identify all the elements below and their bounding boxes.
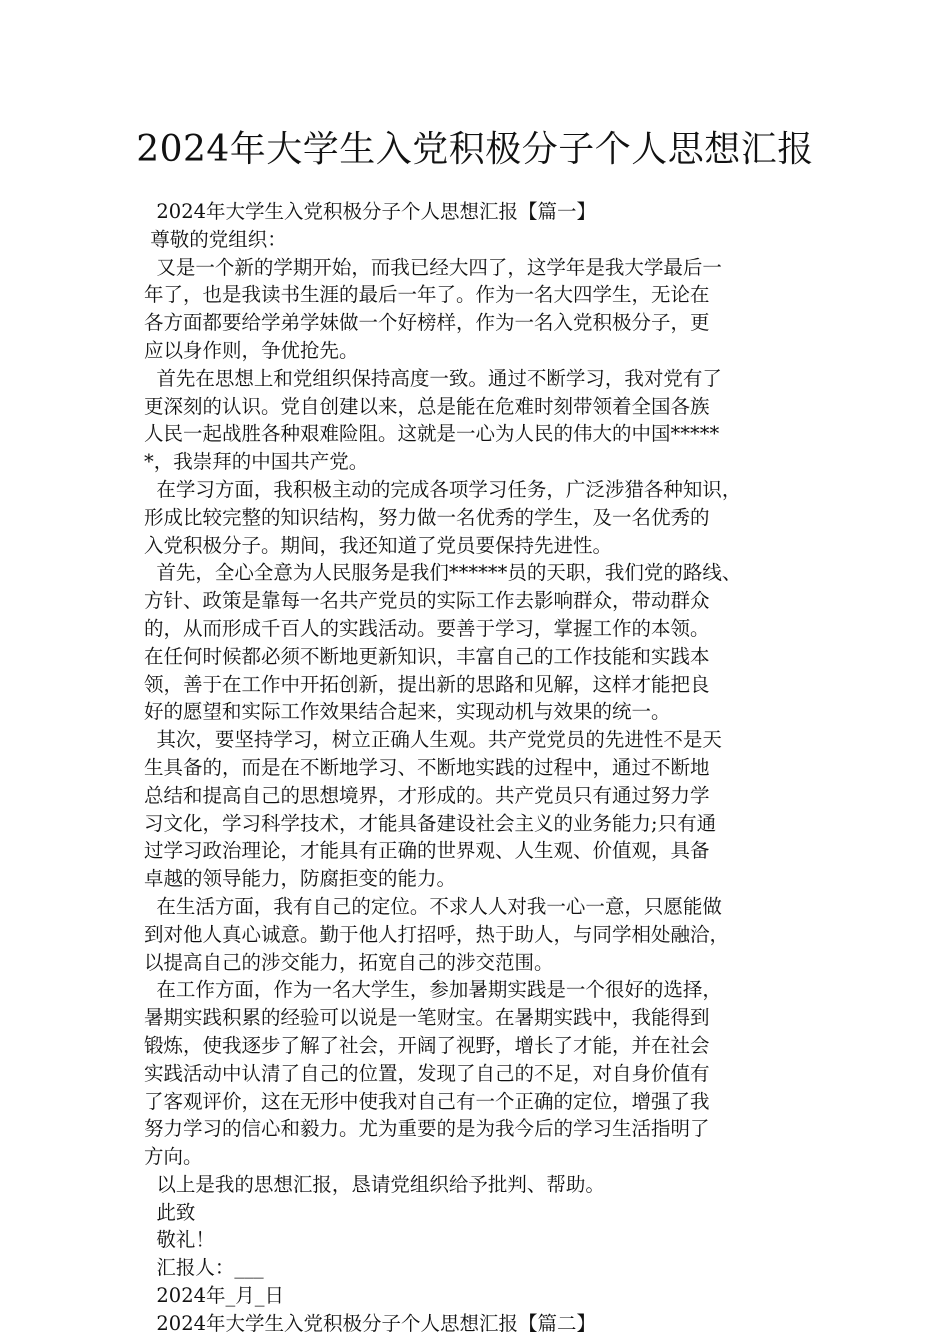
paragraph-line: 领，善于在工作中开拓创新，提出新的思路和见解，这样才能把良	[144, 672, 710, 696]
paragraph-line: 在学习方面，我积极主动的完成各项学习任务，广泛涉猎各种知识，	[144, 477, 742, 501]
paragraph-line: 2024年大学生入党积极分子个人思想汇报【篇二】	[144, 1311, 597, 1335]
paragraph-line: 敬礼！	[144, 1228, 215, 1252]
paragraph-line: 的，从而形成千百人的实践活动。要善于学习，掌握工作的本领。	[144, 616, 710, 640]
paragraph-line: 尊敬的党组织：	[144, 227, 287, 251]
paragraph-line: 首先在思想上和党组织保持高度一致。通过不断学习，我对党有了	[144, 366, 722, 390]
paragraph-line: 又是一个新的学期开始，而我已经大四了，这学年是我大学最后一	[144, 255, 722, 279]
document-body	[144, 198, 814, 1338]
paragraph-line: 实践活动中认清了自己的位置，发现了自己的不足，对自身价值有	[144, 1061, 710, 1085]
paragraph-line: 汇报人：___	[144, 1256, 264, 1280]
paragraph-line: 首先，全心全意为人民服务是我们******员的天职，我们党的路线、	[144, 561, 742, 585]
paragraph-line: 卓越的领导能力，防腐拒变的能力。	[144, 867, 457, 891]
paragraph-line: 暑期实践积累的经验可以说是一笔财宝。在暑期实践中，我能得到	[144, 1006, 710, 1030]
paragraph-line: 在工作方面，作为一名大学生，参加暑期实践是一个很好的选择，	[144, 978, 722, 1002]
paragraph-line: 方针、政策是靠每一名共产党员的实际工作去影响群众，带动群众	[144, 589, 710, 613]
paragraph-line: 了客观评价，这在无形中使我对自己有一个正确的定位，增强了我	[144, 1089, 710, 1113]
paragraph-line: 好的愿望和实际工作效果结合起来，实现动机与效果的统一。	[144, 700, 671, 724]
paragraph-line: 以提高自己的涉交能力，拓宽自己的涉交范围。	[144, 950, 554, 974]
paragraph-line: 此致	[144, 1200, 196, 1224]
paragraph-line: 生具备的，而是在不断地学习、不断地实践的过程中，通过不断地	[144, 755, 710, 779]
paragraph-line: 到对他人真心诚意。勤于他人打招呼，热于助人，与同学相处融洽，	[144, 922, 730, 946]
paragraph-line: 年了，也是我读书生涯的最后一年了。作为一名大四学生，无论在	[144, 283, 710, 307]
paragraph-line: 各方面都要给学弟学妹做一个好榜样，作为一名入党积极分子，更	[144, 311, 710, 335]
paragraph-line: 锻炼，使我逐步了解了社会，开阔了视野，增长了才能，并在社会	[144, 1033, 710, 1057]
paragraph-line: 形成比较完整的知识结构，努力做一名优秀的学生，及一名优秀的	[144, 505, 710, 529]
document-title: 2024年大学生入党积极分子个人思想汇报	[136, 129, 814, 170]
paragraph-line: 在任何时候都必须不断地更新知识，丰富自己的工作技能和实践本	[144, 644, 710, 668]
paragraph-line: 过学习政治理论，才能具有正确的世界观、人生观、价值观，具备	[144, 839, 710, 863]
paragraph-line: 习文化，学习科学技术，才能具备建设社会主义的业务能力;只有通	[144, 811, 717, 835]
paragraph-line: 2024年_月_日	[144, 1284, 285, 1308]
paragraph-line: *，我崇拜的中国共产党。	[144, 450, 369, 474]
paragraph-line: 更深刻的认识。党自创建以来，总是能在危难时刻带领着全国各族	[144, 394, 710, 418]
paragraph-line: 人民一起战胜各种艰难险阻。这就是一心为人民的伟大的中国*****	[144, 422, 720, 446]
paragraph-line: 入党积极分子。期间，我还知道了党员要保持先进性。	[144, 533, 613, 557]
paragraph-line: 其次，要坚持学习，树立正确人生观。共产党党员的先进性不是天	[144, 728, 722, 752]
paragraph-line: 应以身作则，争优抢先。	[144, 338, 359, 362]
paragraph-line: 以上是我的思想汇报，恳请党组织给予批判、帮助。	[144, 1172, 605, 1196]
paragraph-line: 努力学习的信心和毅力。尤为重要的是为我今后的学习生活指明了	[144, 1117, 710, 1141]
paragraph-line: 在生活方面，我有自己的定位。不求人人对我一心一意，只愿能做	[144, 894, 722, 918]
paragraph-line: 2024年大学生入党积极分子个人思想汇报【篇一】	[144, 200, 597, 223]
paragraph-line: 方向。	[144, 1145, 203, 1169]
paragraph-line: 总结和提高自己的思想境界，才形成的。共产党员只有通过努力学	[144, 783, 710, 807]
